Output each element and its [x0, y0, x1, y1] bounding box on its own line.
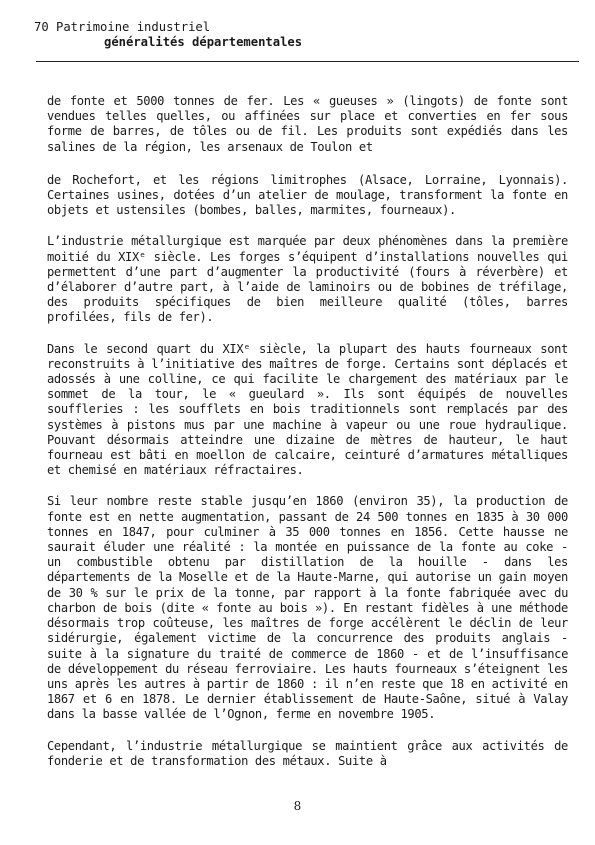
header-title: 70 Patrimoine industriel [34, 20, 211, 34]
header-subtitle: généralités départementales [104, 35, 303, 49]
body-text [47, 94, 568, 785]
paragraph: Dans le second quart du XIXᵉ siècle, la plupart des hauts fourneaux sont reconstruits à l’initiative des maîtres de forge. Certains sont déplacés et adossés à une colline, ce qui facilite le chargement des matériaux par le sommet de la tour, le « gueulard ». Ils sont équipés de nouvelles souffleries : les soufflets en bois traditionnels sont remplacés par des systèmes à pistons mus par une machine à vapeur ou une roue hydraulique. Pouvant désormais atteindre une dizaine de mètres de hauteur, le haut fourneau est bâti en moellon de calcaire, ceinturé d’armatures métalliques et chemisé en matériaux réfractaires. [47, 341, 568, 478]
header-rule [36, 61, 579, 62]
paragraph: de Rochefort, et les régions limitrophes (Alsace, Lorraine, Lyonnais). Certaines usines, dotées d’un atelier de moulage, transforment la fonte en objets et ustensiles (bombes, balles, marmites, fourneaux). [47, 172, 568, 218]
paragraph: Si leur nombre reste stable jusqu’en 1860 (environ 35), la production de fonte est en nette augmentation, passant de 24 500 tonnes en 1835 à 30 000 tonnes en 1847, pour culminer à 35 000 tonnes en 1856. Cette hausse ne saurait éluder une réalité : la montée en puissance de la fonte au coke - un combustible obtenu par distillation de la houille - dans les départements de la Moselle et de la Haute-Marne, qui autorise un gain moyen de 30 % sur le prix de la tonne, par rapport à la fonte fabriquée avec du charbon de bois (dite « fonte au bois »). En restant fidèles à une méthode désormais trop coûteuse, les maîtres de forge accélèrent le déclin de leur sidérurgie, également victime de la concurrence des produits anglais - suite à la signature du traité de commerce de 1860 - et de l’insuffisance de développement du réseau ferroviaire. Les hauts fourneaux s’éteignent les uns après les autres à partir de 1860 : il n’en reste que 18 en activité en 1867 et 6 en 1878. Le dernier établissement de Haute-Saône, situé à Valay dans la basse vallée de l’Ognon, ferme en novembre 1905. [47, 494, 568, 722]
paragraph: de fonte et 5000 tonnes de fer. Les « gueuses » (lingots) de fonte sont vendues telles quelles, ou affinées sur place et converties en fer sous forme de barres, de tôles ou de fil. Les produits sont expédiés dans les salines de la région, les arsenaux de Toulon et [47, 94, 568, 154]
running-header [34, 20, 302, 50]
paragraph: L’industrie métallurgique est marquée par deux phénomènes dans la première moitié du XIXᵉ siècle. Les forges s’équipent d’installations nouvelles qui permettent d’une part d’augmenter la productivité (fours à réverbère) et d’élaborer d’autre part, à l’aide de laminoirs ou de bobines de tréfilage, des produits spécifiques de bien meilleure qualité (tôles, barres profilées, fils de fer). [47, 234, 568, 325]
paragraph: Cependant, l’industrie métallurgique se maintient grâce aux activités de fonderie et de transformation des métaux. Suite à [47, 738, 568, 768]
page-number: 8 [293, 799, 302, 813]
